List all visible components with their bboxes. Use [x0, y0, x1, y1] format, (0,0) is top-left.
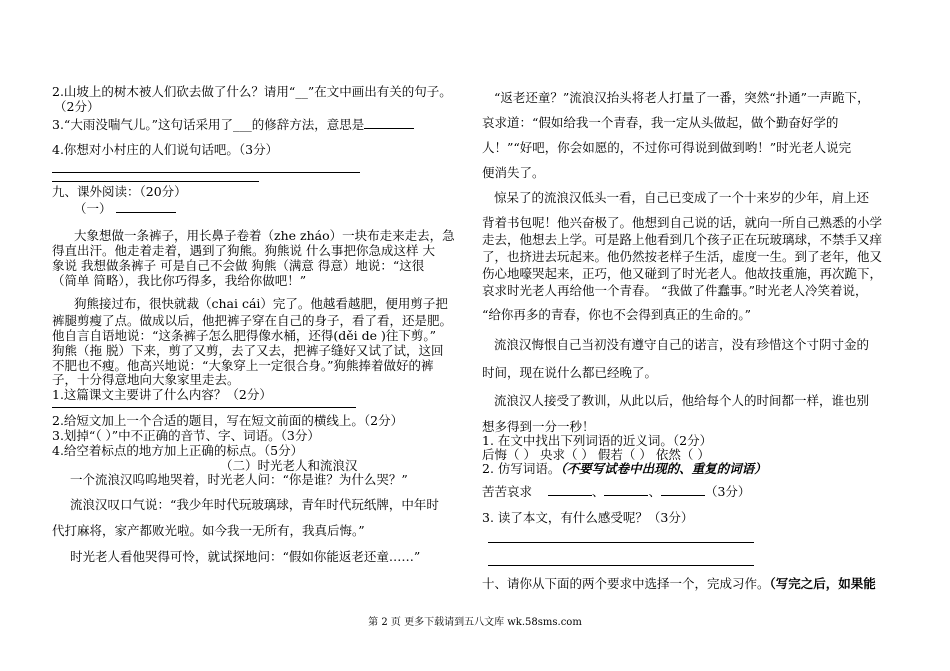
- title-blank: [116, 200, 176, 213]
- passage-1-line: 不肥也不瘦。他高兴地说：“大象穿上一定很合身。”狗熊捧着做好的裤: [52, 358, 434, 373]
- passage-2-line: 流浪汉悔恨自己当初没有遵守自己的诺言，没有珍惜这个寸阴寸金的: [494, 337, 870, 352]
- passage-2-line: 时光老人看他哭得可怜，就试探地问：“假如你能返老还童……”: [70, 549, 421, 564]
- answer-blank: [661, 483, 705, 496]
- question-2-score: （2分）: [54, 99, 100, 114]
- passage-2-line: 走去，他想去上学。可是路上他看到几个孩子正在玩玻璃球，不禁手又痒: [482, 232, 883, 247]
- answer-line: [52, 172, 360, 173]
- answer-blank: [364, 116, 414, 129]
- passage-2-line: 代打麻将，家产都败光啦。如今我一无所有，我真后悔。”: [52, 523, 365, 538]
- passage-2-line: 了，也挤进去玩起来。他仍然按老样子生活，虚度一生。到了老年，他又: [482, 249, 883, 264]
- reading-question-1: 1.这篇课文主要讲了什么内容？（2分）: [52, 387, 272, 402]
- answer-blank: [604, 483, 648, 496]
- reading2-question-1: 1. 在文中找出下列词语的近义词。（2分）: [482, 433, 713, 448]
- part-1-heading: （一）: [74, 200, 176, 216]
- page-footer: 第 2 页 更多下载请到五八文库 wk.58sms.com: [368, 617, 582, 628]
- question-4: 4.你想对小村庄的人们说句话吧。（3分）: [52, 142, 279, 157]
- reading2-question-2: 2. 仿写词语。（不要写试卷中出现的、重复的词语）: [482, 461, 767, 476]
- passage-2-line: 时间，现在说什么都已经晚了。: [482, 365, 658, 380]
- imitation-line: 苦苦哀求 、 、 （3分）: [482, 484, 751, 499]
- passage-2-line: 人！”“好吧，你会如愿的，不过你可得说到做到哟！”时光老人说完: [482, 140, 852, 155]
- passage-2-line: 哀求时光老人再给他一个青春。 “我做了件蠢事。”时光老人冷笑着说，: [482, 283, 868, 298]
- passage-2-line: “返老还童？”流浪汉抬头将老人打量了一番，突然“扑通”一声跪下，: [494, 90, 870, 105]
- passage-2-line: 便消失了。: [482, 165, 545, 180]
- passage-1-line: 子，十分得意地向大象家里走去。: [52, 372, 240, 387]
- passage-1-line: 他自言自语地说：“这条裤子怎么肥得像水桶，还得(děi de )往下剪。”: [52, 328, 437, 343]
- answer-blank: [548, 483, 592, 496]
- passage-1-line: 大象想做一条裤子，用长鼻子卷着（zhe zháo）一块布走来走去，急: [74, 228, 455, 243]
- passage-2-line: 背着书包呢！他兴奋极了。他想到自己说的话，就向一所自己熟悉的小学: [482, 215, 883, 230]
- reading-question-4: 4.给空着标点的地方加上正确的标点。（5分）: [52, 443, 304, 458]
- passage-1-line: 象说 我想做条裤子 可是自己不会做 狗熊（满意 得意）地说：“这很: [52, 258, 425, 273]
- passage-2-line: 哀求道：“假如给我一个青春，我一定从头做起，做个勤奋好学的: [482, 115, 839, 130]
- passage-2-line: 一个流浪汉呜呜地哭着，时光老人问：“你是谁？为什么哭？”: [70, 472, 408, 487]
- passage-1-line: 得直出汗。他走着走着，遇到了狗熊。狗熊说 什么事把你急成这样 大: [52, 243, 435, 258]
- answer-line: [52, 181, 259, 182]
- question-2: 2.山坡上的树木被人们砍去做了什么？请用“__”在文中画出有关的句子。: [52, 84, 452, 99]
- answer-line: [52, 407, 356, 408]
- synonym-items: 后悔（ ） 央求（ ） 假若（ ） 依然（ ）: [482, 447, 710, 462]
- reading-question-3: 3.划掉“（ ）”中不正确的音节、字、词语。（3分）: [52, 428, 320, 443]
- section-9-title: 九、课外阅读：（20分）: [52, 184, 187, 199]
- passage-1-line: 裤腿剪瘦了点。做成以后，他把裤子穿在自己的身子，看了看，还是肥。: [52, 313, 453, 328]
- passage-1-line: （简单 简略），我比你巧得多，我给你做吧！”: [52, 273, 307, 288]
- answer-line: [488, 542, 754, 543]
- passage-2-line: 伤心地嚎哭起来，正巧，他又碰到了时光老人。他故技重施，再次跪下，: [482, 266, 883, 281]
- reading2-question-3: 3. 读了本文，有什么感受呢？（3分）: [482, 510, 694, 525]
- passage-2-line: 流浪汉叹口气说：“我少年时代玩玻璃球，青年时代玩纸牌，中年时: [70, 497, 439, 512]
- passage-2-line: “给你再多的青春，你也不会得到真正的生命的。”: [482, 307, 752, 322]
- passage-2-line: 惊呆了的流浪汉低头一看，自己已变成了一个十来岁的少年，肩上还: [494, 190, 870, 205]
- section-10-title: 十、请你从下面的两个要求中选择一个，完成习作。（写完之后，如果能: [482, 576, 876, 591]
- question-3: 3.“大雨没喘气儿。”这句话采用了___的修辞方法，意思是: [52, 116, 414, 132]
- passage-2-line: 流浪汉人接受了教训，从此以后，他给每个人的时间都一样，谁也别: [494, 393, 870, 408]
- part-2-heading: （二）时光老人和流浪汉: [220, 458, 358, 473]
- reading-question-2: 2.给短文加上一个合适的题目，写在短文前面的横线上。（2分）: [52, 413, 404, 428]
- passage-1-line: 狗熊接过布，很快就裁（chai cái）完了。他越看越肥，便用剪子把: [74, 296, 448, 311]
- passage-2-line: 想多得到一分一秒！: [482, 419, 595, 434]
- answer-line: [488, 565, 754, 566]
- passage-1-line: 狗熊（拖 脱）下来，剪了又剪，去了又去，把裤子缝好又试了试，这回: [52, 343, 444, 358]
